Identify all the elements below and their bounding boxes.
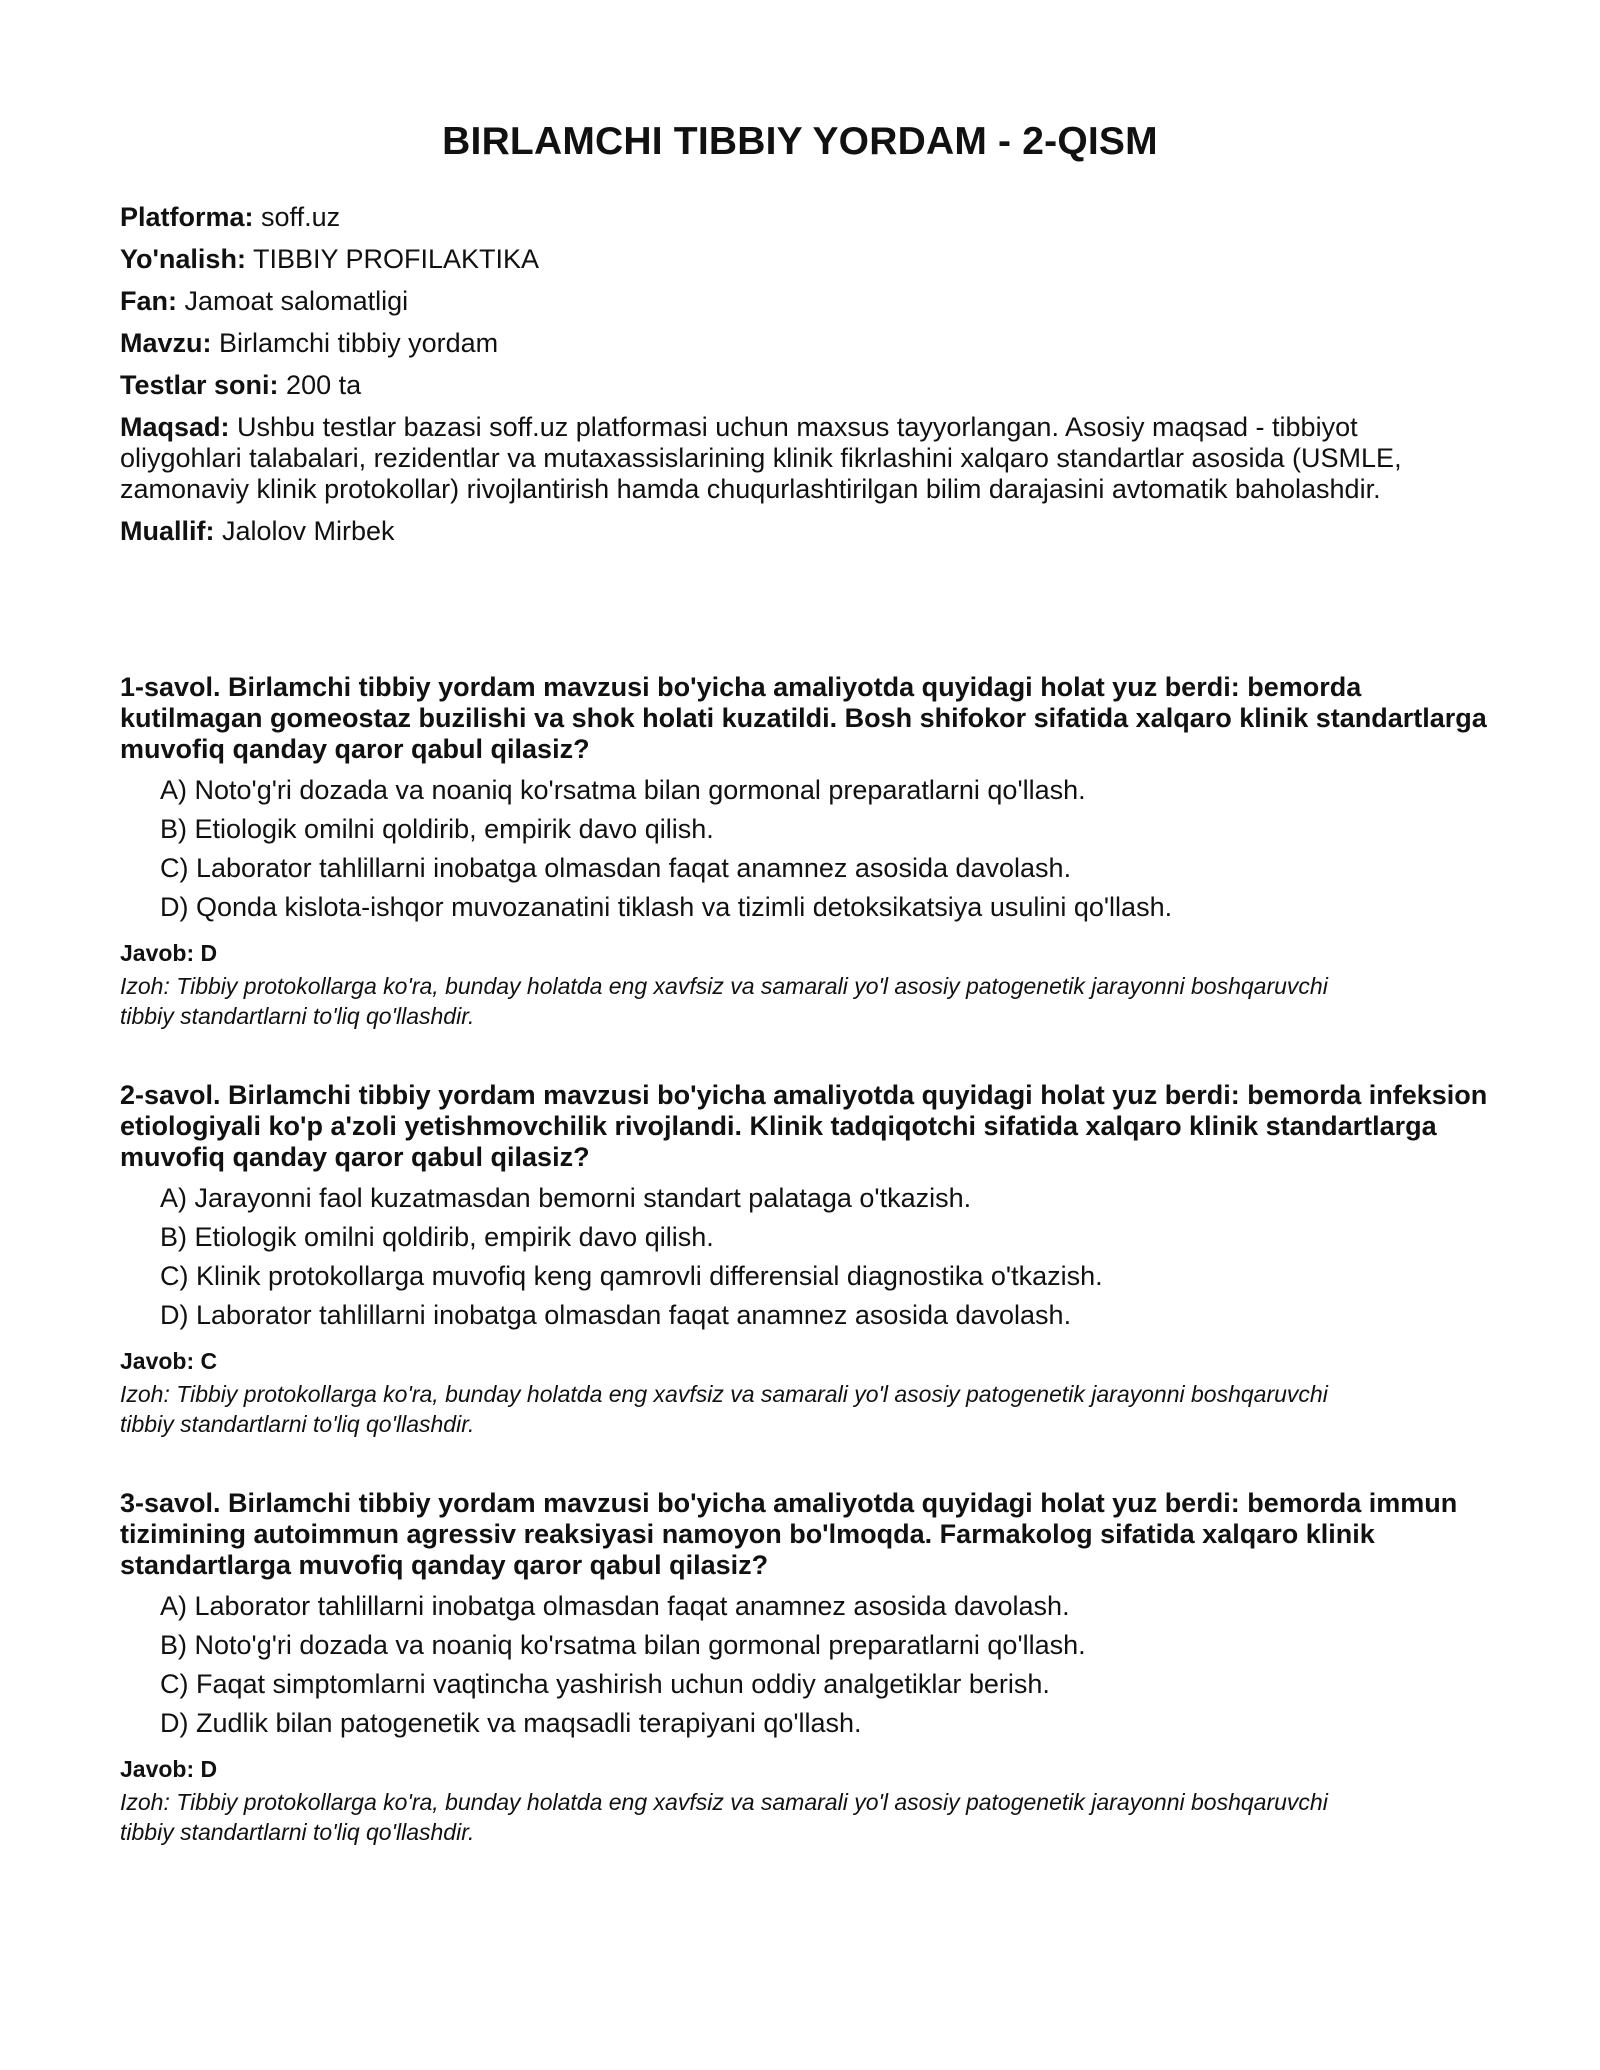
option-d: D) Laborator tahlillarni inobatga olmasdan faqat anamnez asosida davolash. <box>160 1300 1072 1330</box>
option-d: D) Zudlik bilan patogenetik va maqsadli terapiyani qo'llash. <box>160 1708 862 1738</box>
meta-test-count <box>120 370 1460 401</box>
meta-subject <box>120 286 1460 317</box>
metadata-block <box>120 202 1460 558</box>
option-a: A) Laborator tahlillarni inobatga olmasdan faqat anamnez asosida davolash. <box>160 1591 1070 1621</box>
meta-value: 200 ta <box>278 370 362 400</box>
explanation-note: Izoh: Tibbiy protokollarga ko'ra, bunday holatda eng xavfsiz va samarali yo'l asosiy patogenetik jarayonni boshqaruvchi tibbiy standartlarni to'liq qo'llashdir. <box>120 973 1328 1029</box>
question-text: 2-savol. Birlamchi tibbiy yordam mavzusi bo'yicha amaliyotda quyidagi holat yuz berdi: bemorda infeksion etiologiyali ko'p a'zoli yetishmovchilik rivojlandi. Klinik tadqiqotchi sifatida xalqaro klinik standartlarga muvofiq qanday qaror qabul qilasiz? <box>120 1080 1488 1172</box>
option-c: C) Faqat simptomlarni vaqtincha yashirish uchun oddiy analgetiklar berish. <box>160 1669 1050 1699</box>
option-b: B) Noto'g'ri dozada va noaniq ko'rsatma bilan gormonal preparatlarni qo'llash. <box>160 1630 1086 1660</box>
answer-label: Javob: D <box>120 940 218 966</box>
questions-list <box>120 672 1490 1896</box>
question-3 <box>120 1488 1490 1896</box>
option-list <box>120 1591 1490 1747</box>
meta-label: Yo'nalish: <box>120 244 246 274</box>
meta-direction <box>120 244 1460 275</box>
option-list <box>120 1183 1490 1339</box>
meta-value: TIBBIY PROFILAKTIKA <box>245 244 540 274</box>
meta-value: soff.uz <box>253 202 341 232</box>
answer-label: Javob: D <box>120 1756 218 1782</box>
meta-label: Testlar soni: <box>120 370 279 400</box>
option-list <box>120 775 1490 931</box>
meta-purpose <box>120 412 1460 505</box>
meta-label: Platforma: <box>120 202 254 232</box>
question-2 <box>120 1080 1490 1488</box>
meta-label: Fan: <box>120 286 177 316</box>
meta-value: Birlamchi tibbiy yordam <box>211 328 499 358</box>
document-title: BIRLAMCHI TIBBIY YORDAM - 2-QISM <box>442 120 1158 163</box>
option-b: B) Etiologik omilni qoldirib, empirik davo qilish. <box>160 1222 714 1252</box>
option-c: C) Laborator tahlillarni inobatga olmasdan faqat anamnez asosida davolash. <box>160 853 1072 883</box>
option-d: D) Qonda kislota-ishqor muvozanatini tiklash va tizimli detoksikatsiya usulini qo'llash. <box>160 892 1173 922</box>
question-text: 3-savol. Birlamchi tibbiy yordam mavzusi bo'yicha amaliyotda quyidagi holat yuz berdi: bemorda immun tizimining autoimmun agressiv reaksiyasi namoyon bo'lmoqda. Farmakolog sifatida xalqaro klinik standartlarga muvofiq qanday qaror qabul qilasiz? <box>120 1488 1458 1580</box>
option-b: B) Etiologik omilni qoldirib, empirik davo qilish. <box>160 814 714 844</box>
option-c: C) Klinik protokollarga muvofiq keng qamrovli differensial diagnostika o'tkazish. <box>160 1261 1103 1291</box>
meta-value: Jamoat salomatligi <box>177 286 409 316</box>
meta-label: Mavzu: <box>120 328 212 358</box>
meta-label: Muallif: <box>120 516 215 546</box>
meta-label: Maqsad: <box>120 412 230 442</box>
meta-platform <box>120 202 1460 233</box>
option-a: A) Noto'g'ri dozada va noaniq ko'rsatma bilan gormonal preparatlarni qo'llash. <box>160 775 1086 805</box>
meta-author <box>120 516 1460 547</box>
question-text: 1-savol. Birlamchi tibbiy yordam mavzusi bo'yicha amaliyotda quyidagi holat yuz berdi: bemorda kutilmagan gomeostaz buzilishi va shok holati kuzatildi. Bosh shifokor sifatida xalqaro klinik standartlarga muvofiq qanday qaror qabul qilasiz? <box>120 672 1487 764</box>
question-1 <box>120 672 1490 1080</box>
meta-value: Ushbu testlar bazasi soff.uz platformasi uchun maxsus tayyorlangan. Asosiy maqsad - tibbiyot oliygohlari talabalari, rezidentlar va mutaxassislarining klinik fikrlashini xalqaro standartlar asosida (USMLE, zamonaviy klinik protokollar) rivojlantirish hamda chuqurlashtirilgan bilim darajasini avtomatik baholashdir. <box>120 412 1402 504</box>
explanation-note: Izoh: Tibbiy protokollarga ko'ra, bunday holatda eng xavfsiz va samarali yo'l asosiy patogenetik jarayonni boshqaruvchi tibbiy standartlarni to'liq qo'llashdir. <box>120 1381 1328 1437</box>
answer-label: Javob: C <box>120 1348 218 1374</box>
meta-topic <box>120 328 1460 359</box>
option-a: A) Jarayonni faol kuzatmasdan bemorni standart palataga o'tkazish. <box>160 1183 972 1213</box>
meta-value: Jalolov Mirbek <box>214 516 395 546</box>
explanation-note: Izoh: Tibbiy protokollarga ko'ra, bunday holatda eng xavfsiz va samarali yo'l asosiy patogenetik jarayonni boshqaruvchi tibbiy standartlarni to'liq qo'llashdir. <box>120 1789 1328 1845</box>
